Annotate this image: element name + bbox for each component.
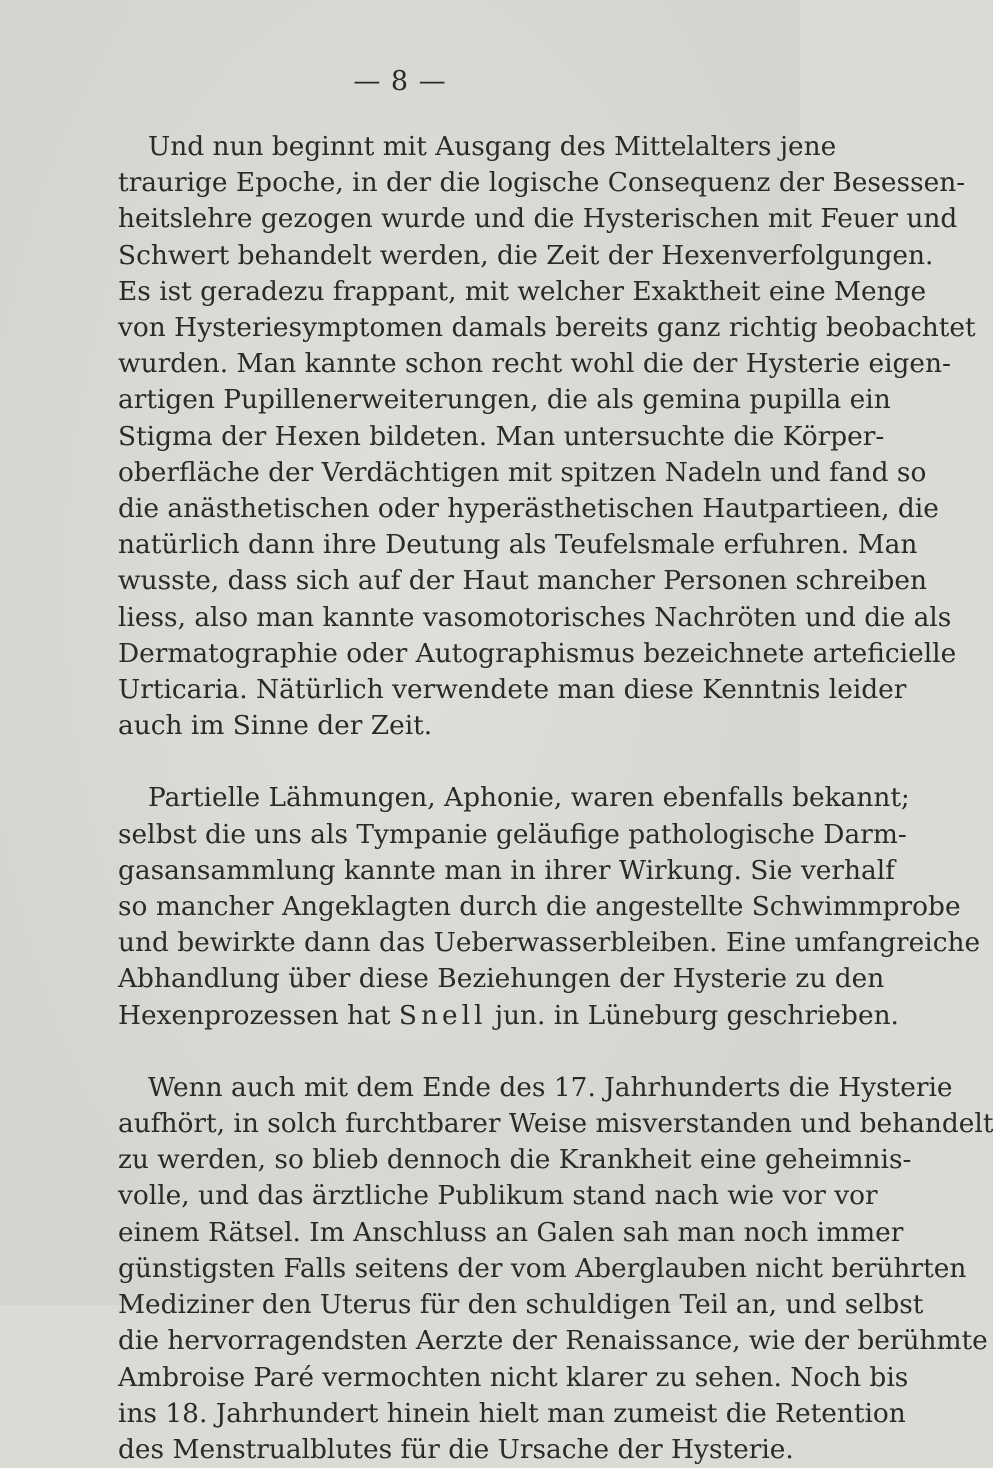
text-line: heitslehre gezogen wurde und die Hysterischen mit Feuer und: [118, 203, 958, 235]
text-line: traurige Epoche, in der die logische Consequenz der Besessen-: [118, 167, 966, 199]
body-text: [118, 129, 993, 1468]
text-line: von Hysteriesymptomen damals bereits ganz richtig beobachtet: [118, 312, 976, 344]
text-line: natürlich dann ihre Deutung als Teufelsmale erfuhren. Man: [118, 529, 918, 561]
paragraph-1: [118, 129, 976, 744]
text-line: Und nun beginnt mit Ausgang des Mittelalters jene: [148, 131, 837, 162]
text-line: so mancher Angeklagten durch die angestellte Schwimmprobe: [118, 891, 961, 923]
text-line: die hervorragendsten Aerzte der Renaissance, wie der berühmte: [118, 1325, 988, 1357]
text-line: [118, 998, 899, 1034]
text-line: aufhört, in solch furchtbarer Weise misverstanden und behandelt: [118, 1108, 993, 1140]
text-line: Mediziner den Uterus für den schuldigen Teil an, und selbst: [118, 1289, 924, 1321]
text-line: Urticaria. Nätürlich verwendete man diese Kenntnis leider: [118, 674, 907, 706]
paragraph-2: [118, 780, 981, 1033]
paragraph-3: [118, 1070, 993, 1468]
text-line: artigen Pupillenerweiterungen, die als gemina pupilla ein: [118, 384, 891, 416]
text-segment: Hexenprozessen hat: [118, 999, 399, 1031]
text-line: Es ist geradezu frappant, mit welcher Exaktheit eine Menge: [118, 275, 927, 307]
text-line: Partielle Lähmungen, Aphonie, waren ebenfalls bekannt;: [148, 782, 910, 814]
text-line: oberfläche der Verdächtigen mit spitzen Nadeln und fand so: [118, 456, 927, 488]
text-segment: jun. in Lüneburg geschrieben.: [486, 999, 899, 1031]
text-line: und bewirkte dann das Ueberwasserbleiben. Eine umfangreiche: [118, 927, 981, 959]
text-line: Dermatographie oder Autographismus bezeichnete arteficielle: [118, 637, 957, 669]
text-line: günstigsten Falls seitens der vom Aberglauben nicht berührten: [118, 1252, 967, 1284]
text-line: die anästhetischen oder hyperästhetischen Hautpartieen, die: [118, 493, 939, 525]
page-number: — 8 —: [353, 66, 447, 97]
text-line: wusste, dass sich auf der Haut mancher Personen schreiben: [118, 565, 927, 597]
text-line: einem Rätsel. Im Anschluss an Galen sah man noch immer: [118, 1216, 904, 1248]
text-line: des Menstrualblutes für die Ursache der Hysterie.: [118, 1433, 794, 1465]
text-line: gasansammlung kannte man in ihrer Wirkung. Sie verhalf: [118, 854, 895, 886]
text-line: ins 18. Jahrhundert hinein hielt man zumeist die Retention: [118, 1397, 906, 1429]
text-line: zu werden, so blieb dennoch die Krankheit eine geheimnis-: [118, 1144, 912, 1176]
text-line: Stigma der Hexen bildeten. Man untersuchte die Körper-: [118, 420, 885, 452]
text-line: liess, also man kannte vasomotorisches Nachröten und die als: [118, 601, 952, 633]
text-line: volle, und das ärztliche Publikum stand nach wie vor vor: [118, 1180, 878, 1212]
text-line: selbst die uns als Tympanie geläufige pathologische Darm-: [118, 818, 907, 850]
text-line: wurden. Man kannte schon recht wohl die der Hysterie eigen-: [118, 348, 951, 380]
text-line: auch im Sinne der Zeit.: [118, 710, 433, 742]
text-line: Schwert behandelt werden, die Zeit der Hexenverfolgungen.: [118, 239, 934, 271]
text-line: Wenn auch mit dem Ende des 17. Jahrhunderts die Hysterie: [148, 1071, 953, 1103]
text-line: Ambroise Paré vermochten nicht klarer zu sehen. Noch bis: [118, 1361, 909, 1393]
text-line: Abhandlung über diese Beziehungen der Hysterie zu den: [118, 963, 885, 995]
author-name: Snell: [398, 999, 487, 1031]
